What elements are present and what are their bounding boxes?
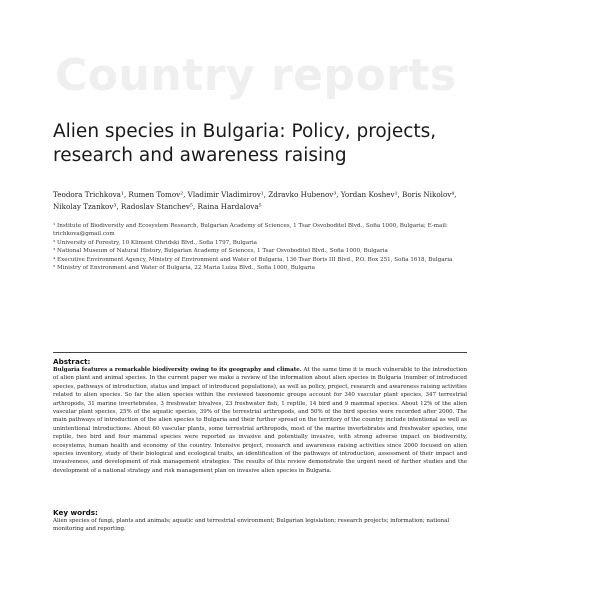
author-list: Teodora Trichkova¹, Rumen Tomov², Vladimir Vladimirov¹, Zdravko Hubenov³, Yordan Koshev¹, Boris Nikolov⁴, Nikolay Tzankov³, Radoslav Stanchev⁵, Raina Hardalova⁵ [53, 190, 457, 211]
affiliation-4: ⁴ Executive Environment Agency, Ministry of Environment and Water of Bulgaria, 136 Tsar Boris III Blvd., P.O. Box 251, Sofia 1618, Bulgaria [53, 256, 453, 263]
abstract-text [53, 366, 467, 475]
abstract-body-text: At the same time it is much vulnerable to the introduction of alien plant and animal species. In the current paper we make a review of the information about alien species in Bulgaria (number of introduced species, pathways of introduction, status and impact of introduced populations), as well as policy, project, research and awareness raising activities related to alien species. So far the alien species within the reviewed taxonomic groups account for 340 vascular plant species, 347 terrestrial arthropods, 31 marine invertebrates, 3 freshwater bivalves, 23 freshwater fish, 1 reptile, 14 bird and 9 mammal species. About 12% of the alien vascular plant species, 25% of the aquatic species, 39% of the terrestrial arthropods, and 50% of the bird species were recorded after 2000. The main pathways of introduction of the alien species to Bulgaria and their further spread on the territory of the country include intentional as well as unintentional introductions. About 60 vascular plants, some terrestrial arthropods, most of the marine invertebrates and freshwater species, one reptile, two bird and four mammal species were reported as invasive and potentially invasive, with strong adverse impact on biodiversity, ecosystems, human health and economy of the country. Intensive project, research and awareness raising activities since 2000 focused on alien species inventory, study of their biological and ecological traits, an identification of the pathways of introduction, assessment of their impact and invasiveness, and development of risk management strategies. The results of this review demonstrate the urgent need of further studies and the development of a national strategy and risk management plan on invasive alien species in Bulgaria. [53, 367, 467, 474]
affiliation-2: ² University of Forestry, 10 Kliment Ohridski Blvd., Sofia 1797, Bulgaria [53, 239, 258, 246]
paper-title [53, 120, 493, 168]
affiliation-1: ¹ Institute of Biodiversity and Ecosystem Research, Bulgarian Academy of Sciences, 1 Tsar Osvoboditel Blvd., Sofia 1000, Bulgaria; E-mail: trichkova@gmail.com [53, 223, 448, 238]
paper-title-line-1: Alien species in Bulgaria: Policy, projects, [53, 121, 437, 142]
affiliation-3: ³ National Museum of Natural History, Bulgarian Academy of Sciences, 1 Tsar Osvoboditel Blvd., Sofia 1000, Bulgaria [53, 248, 388, 255]
keywords-text: Alien species of fungi, plants and animals; aquatic and terrestrial environment; Bulgarian legislation; research projects; information; national monitoring and reporting. [53, 518, 450, 533]
section-banner: Country reports [55, 50, 457, 101]
affiliation-5: ⁵ Ministry of Environment and Water of Bulgaria, 22 Maria Luiza Blvd., Sofia 1000, Bulgaria [53, 265, 316, 272]
paper-title-line-2: research and awareness raising [53, 145, 347, 166]
section-divider [53, 352, 467, 353]
abstract-heading: Abstract: [53, 357, 91, 366]
abstract-lead-sentence: Bulgaria features a remarkable biodiversity owing to its geography and climate. [53, 367, 302, 373]
affiliations [53, 222, 473, 272]
keywords-heading: Key words: [53, 508, 98, 517]
